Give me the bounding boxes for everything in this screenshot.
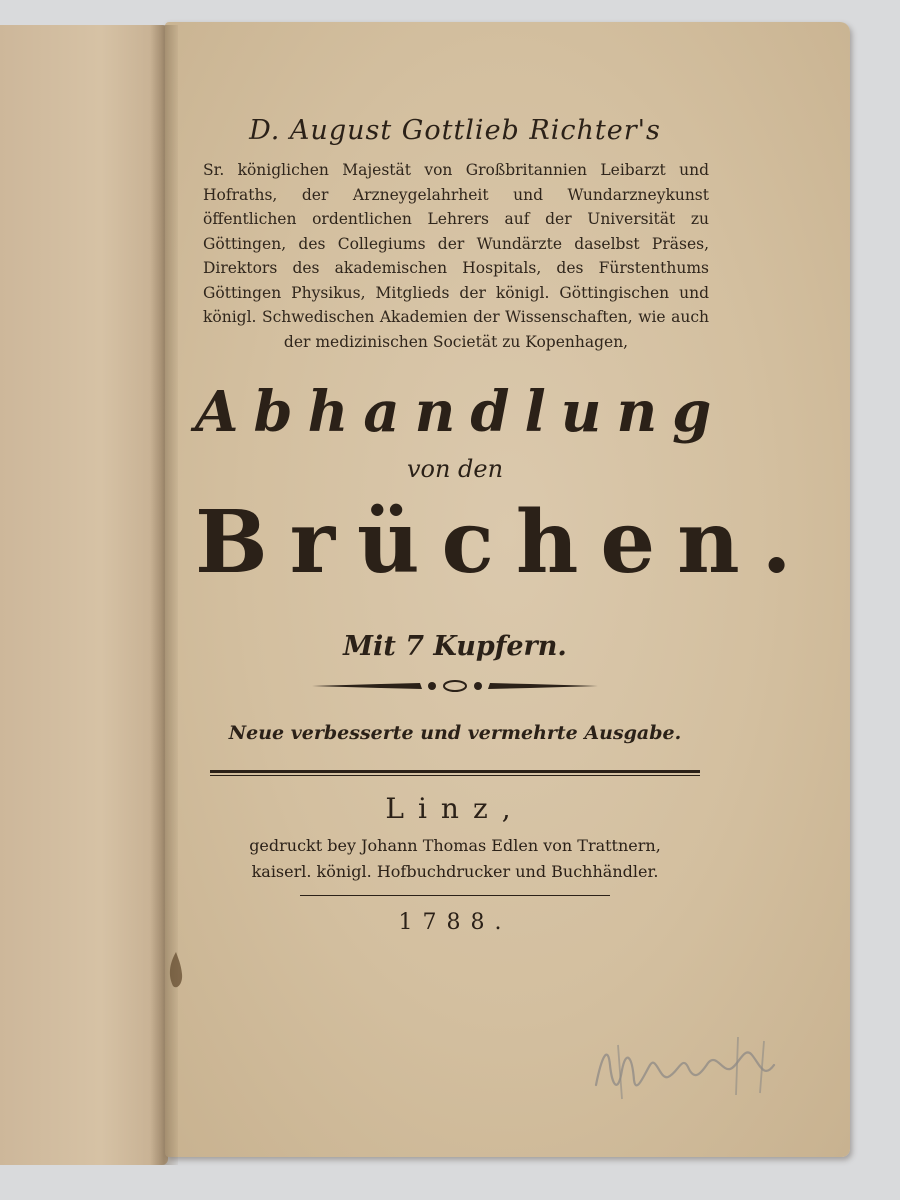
book-gutter [150, 25, 178, 1165]
short-rule [300, 895, 610, 896]
place-of-publication: Linz, [385, 792, 525, 825]
left-page [0, 25, 168, 1165]
double-rule [210, 770, 700, 776]
ink-stain [165, 950, 187, 990]
book-title-subject: Brüchen. [195, 492, 814, 593]
author-titles: Sr. königlichen Majestät von Großbritannien Leibarzt und Hofraths, der Arzneygelahrheit und Wundarzneykunst öffentlichen ordentlichen Lehrers auf der Universität zu Göttingen, des Collegiums der Wundärzte daselbst Präses, Direktors des akademischen Hospitals, des Fürstenthums Göttingen Physikus, Mitglieds der königl. Göttingischen und königl. Schwedischen Akademien der Wissenschaften, wie auch der medizinischen Societät zu Kopenhagen, [203, 161, 709, 351]
book-title-von: von den [406, 455, 504, 483]
plates-note: Mit 7 Kupfern. [343, 631, 567, 662]
printer-line-1: gedruckt bey Johann Thomas Edlen von Trattnern, [249, 836, 661, 855]
ornament-divider [310, 676, 600, 696]
edition-note: Neue verbesserte und vermehrte Ausgabe. [228, 722, 682, 744]
title-page-content [195, 100, 814, 935]
handwritten-signature [588, 1025, 798, 1115]
author-name: D. August Gottlieb Richter's [249, 115, 661, 146]
publication-year: 1788. [398, 910, 512, 935]
printer-line-2: kaiserl. königl. Hofbuchdrucker und Buchhändler. [251, 862, 659, 881]
book-title-main: Abhandlung [195, 379, 727, 445]
